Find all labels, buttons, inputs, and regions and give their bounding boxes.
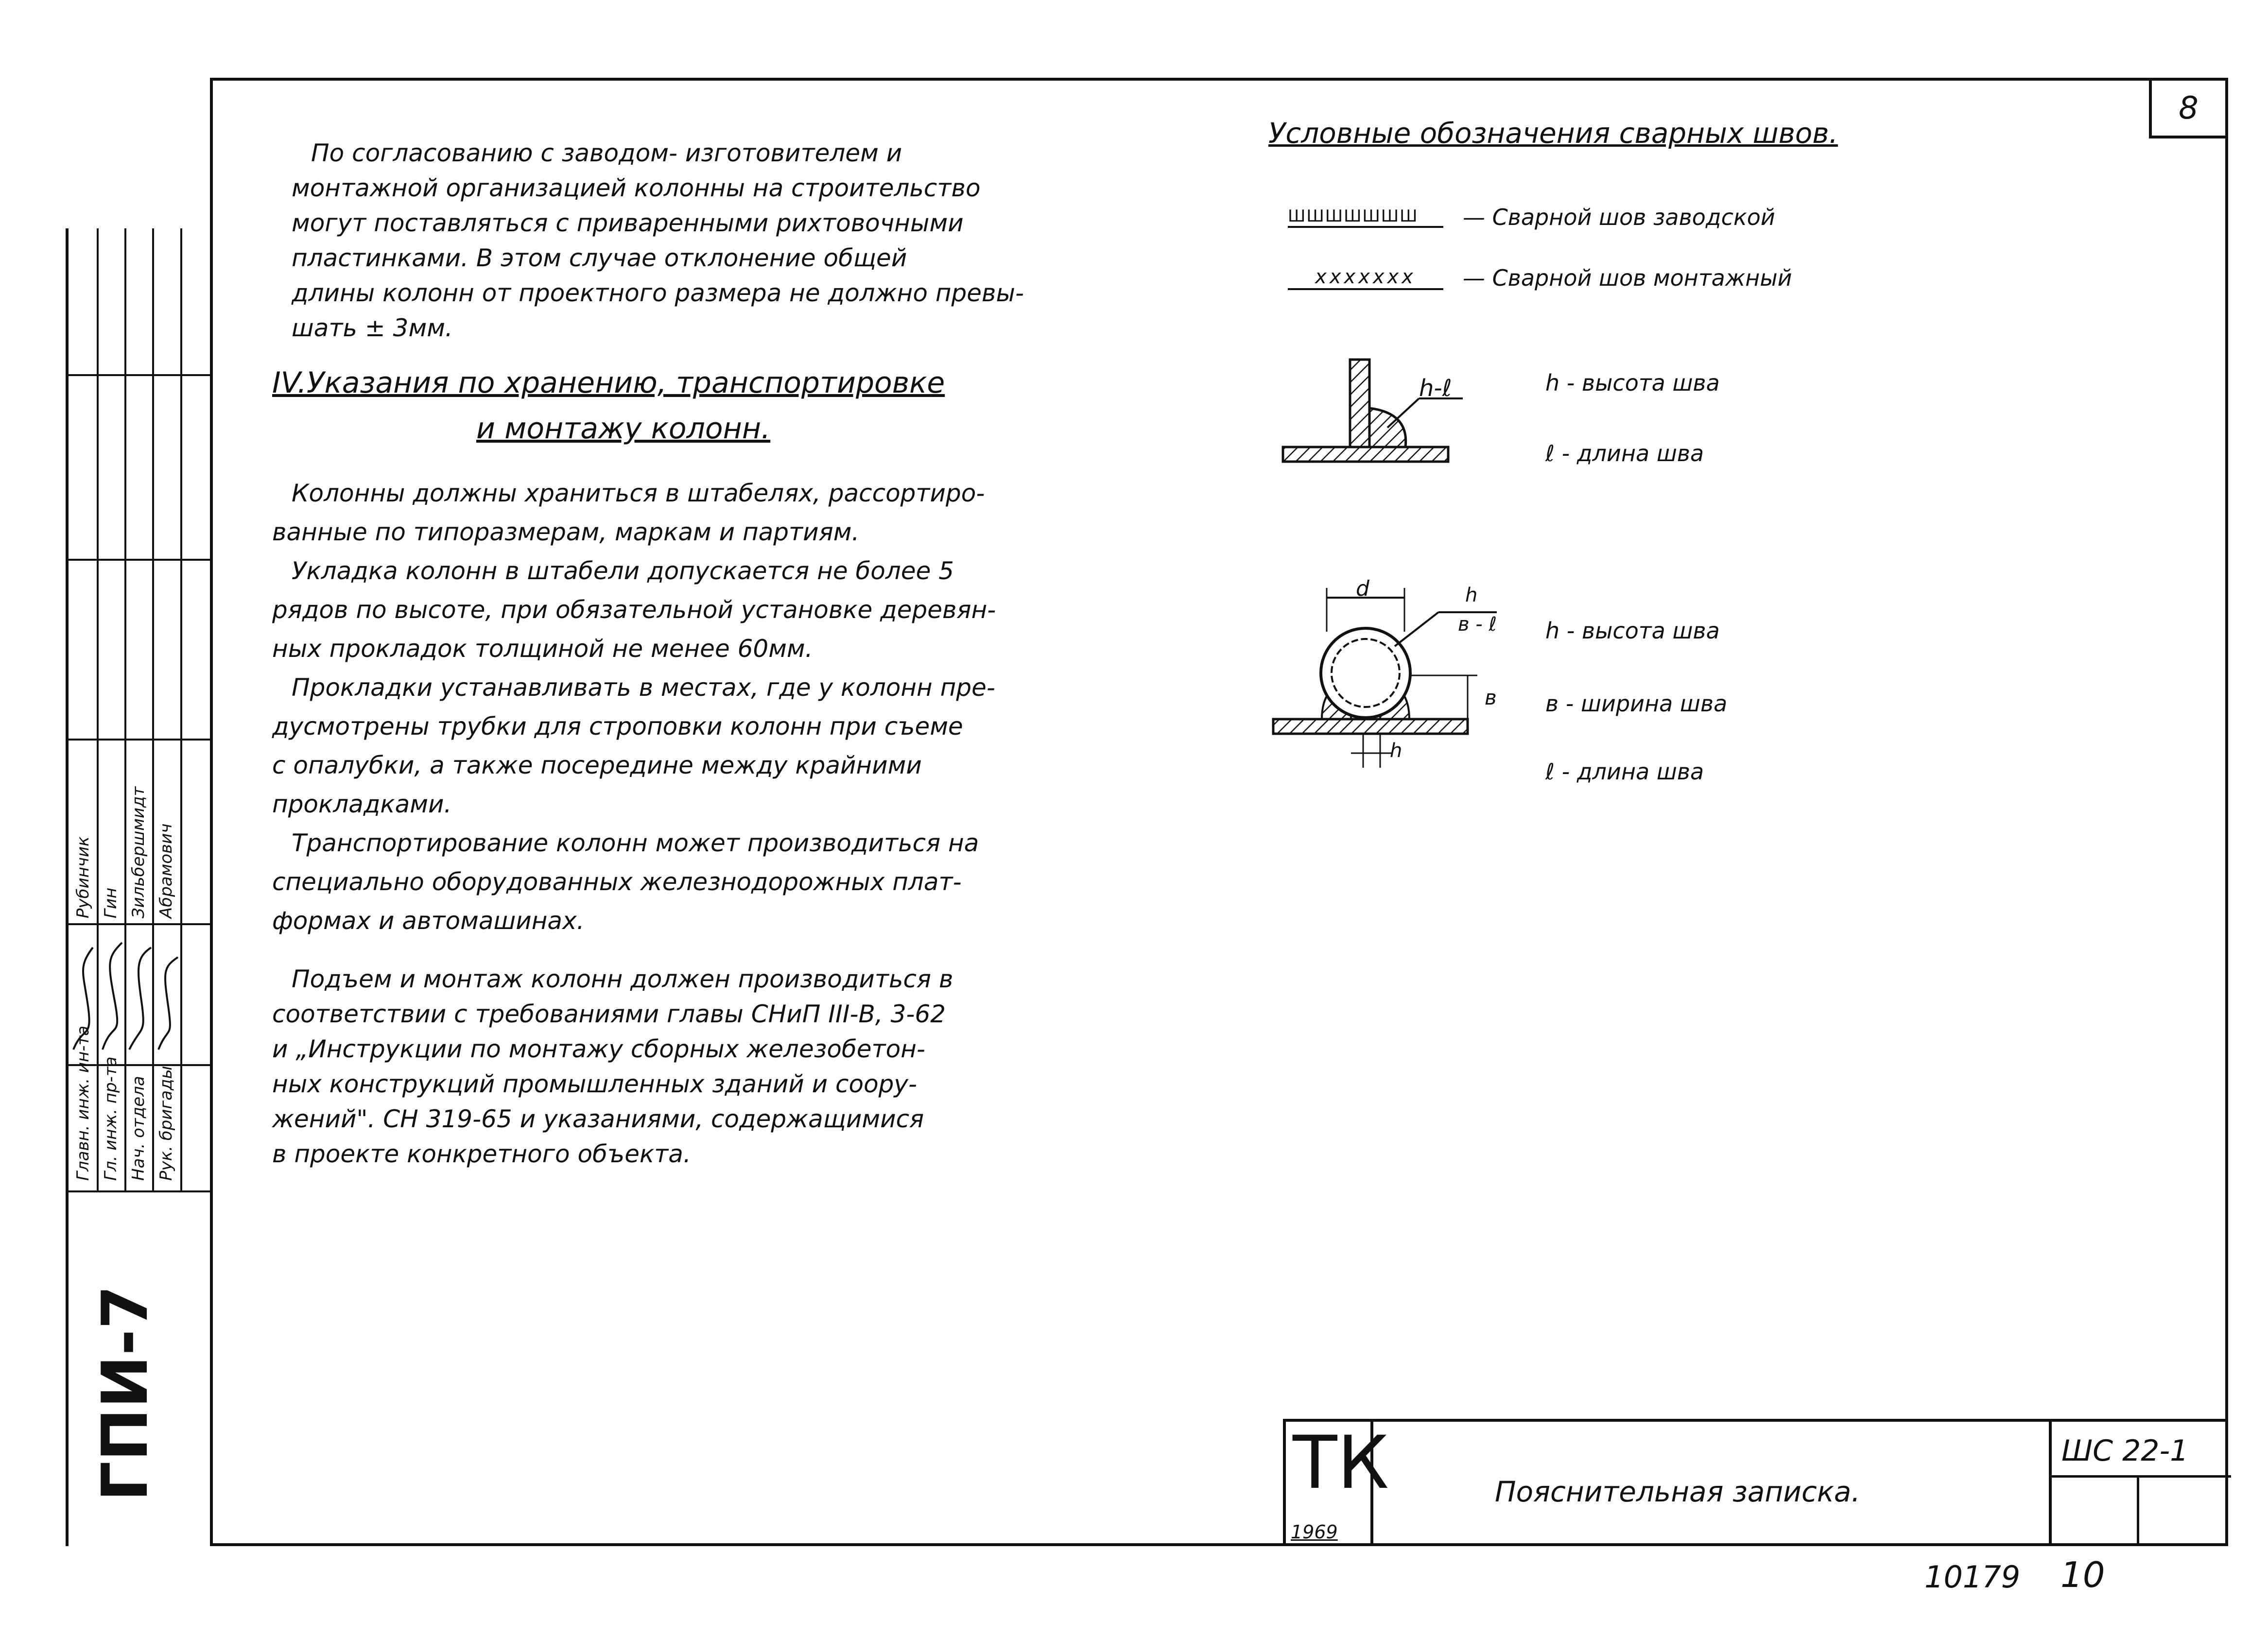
year: 1969 xyxy=(1291,1521,1338,1543)
text-line: ванные по типоразмерам, маркам и партиям. xyxy=(272,518,860,546)
diagram1-tag: h-ℓ xyxy=(1419,375,1452,402)
factory-weld-label: — Сварной шов заводской xyxy=(1463,204,1775,230)
text-line: соответствии с требованиями главы СНиП III-В, 3-62 xyxy=(272,1000,946,1028)
text-line: могут поставляться с приваренными рихтовочными xyxy=(292,209,964,237)
name-zilbershmidt: Зильбершмидт xyxy=(129,786,148,918)
stamp-row-line xyxy=(69,739,210,741)
stamp-row-line xyxy=(69,1190,210,1192)
text-line: Подъем и монтаж колонн должен производиться в xyxy=(292,965,953,993)
stamp-row-line xyxy=(69,923,210,925)
text-line: Транспортирование колонн может производиться на xyxy=(292,829,979,857)
name-abramovich: Абрамович xyxy=(156,823,176,918)
leader-line xyxy=(1387,398,1419,428)
text-line: прокладками. xyxy=(272,790,452,818)
name-rubinchik: Рубинчик xyxy=(73,836,93,918)
diagram2-dim-h: h xyxy=(1390,740,1402,762)
base-plate xyxy=(1273,719,1468,734)
text-line: монтажной организацией колонны на строительство xyxy=(292,174,981,202)
text-line: ных прокладок толщиной не менее 60мм. xyxy=(272,635,813,663)
code-cell-divider xyxy=(2052,1475,2231,1478)
base-plate xyxy=(1283,447,1448,462)
text-line: длины колонн от проектного размера не должно превы- xyxy=(292,279,1024,307)
text-line: рядов по высоте, при обязательной установке деревян- xyxy=(272,596,996,624)
side-stamp xyxy=(66,228,210,1546)
text-line: пластинками. В этом случае отклонение общей xyxy=(292,244,907,272)
diagram2-label-height: h - высота шва xyxy=(1545,618,1720,644)
stamp-row-line xyxy=(69,374,210,376)
legend-row-factory-weld xyxy=(1288,204,1775,230)
leader-line xyxy=(1395,612,1438,646)
page-number: 10 xyxy=(2060,1554,2105,1595)
paragraph-3 xyxy=(272,967,1147,1166)
diagram2-tag-bottom: в - ℓ xyxy=(1458,613,1497,636)
organization-code: ГПИ-7 xyxy=(88,1285,162,1501)
diagram2-label-width: в - ширина шва xyxy=(1545,690,1728,717)
name-gin: Гин xyxy=(101,887,121,918)
text-line: специально оборудованных железнодорожных плат- xyxy=(272,868,962,896)
fillet-weld-diagram xyxy=(1278,355,1472,476)
text-line: и „Инструкции по монтажу сборных железобетон- xyxy=(272,1035,925,1063)
code-cell-vline xyxy=(2137,1475,2139,1546)
diagram1-label-length: ℓ - длина шва xyxy=(1545,440,1704,466)
field-weld-symbol: xxxxxxx xyxy=(1288,266,1443,290)
text-line: По согласованию с заводом- изготовителем и xyxy=(311,139,902,167)
legend-title: Условные обозначения сварных швов. xyxy=(1268,117,1838,150)
section-title-line-1: IV.Указания по хранению, транспортировке xyxy=(272,366,945,400)
role-project-engineer: Гл. инж. пр-та xyxy=(101,1056,121,1181)
title-block xyxy=(1283,1419,2228,1546)
title-block-code-cell xyxy=(2049,1422,2231,1546)
role-chief-engineer: Главн. инж. ин-та xyxy=(73,1025,93,1181)
document-code: ШС 22-1 xyxy=(2061,1434,2189,1468)
vertical-plate xyxy=(1350,360,1369,447)
text-line: ных конструкций промышленных зданий и соору- xyxy=(272,1070,918,1098)
text-line: формах и автомашинах. xyxy=(272,907,585,935)
document-title: Пояснительная записка. xyxy=(1495,1475,1860,1508)
diagram2-dim-d: d xyxy=(1356,576,1369,601)
sheet-number: 8 xyxy=(2179,90,2199,126)
inventory-number: 10179 xyxy=(1924,1559,2021,1595)
diagram2-tag-top: h xyxy=(1465,584,1478,606)
pipe-inner xyxy=(1332,639,1400,707)
stamp-row-line xyxy=(69,559,210,561)
logo-tk: ТК xyxy=(1293,1421,1389,1505)
section-heading xyxy=(272,366,1147,446)
diagram2-label-length: ℓ - длина шва xyxy=(1545,758,1704,785)
notes-column xyxy=(272,141,1147,1166)
factory-weld-symbol: ШШШШШШШ xyxy=(1288,207,1443,228)
paragraph-1 xyxy=(292,141,1147,340)
sheet-number-box xyxy=(2149,78,2228,138)
text-line: в проекте конкретного объекта. xyxy=(272,1140,691,1168)
text-line: с опалубки, а также посередине между крайними xyxy=(272,751,922,779)
signatures xyxy=(69,928,185,1064)
text-line: Колонны должны храниться в штабелях, рассортиро- xyxy=(292,479,985,507)
title-block-logo-cell xyxy=(1286,1421,1389,1546)
role-department-head: Нач. отдела xyxy=(129,1076,148,1181)
role-brigade-lead: Рук. бригады xyxy=(156,1066,176,1181)
text-line: Укладка колонн в штабели допускается не более 5 xyxy=(292,557,954,585)
diagram1-label-height: h - высота шва xyxy=(1545,370,1720,396)
diagram2-dim-b: в xyxy=(1485,686,1497,709)
legend-row-field-weld xyxy=(1288,265,1792,291)
field-weld-label: — Сварной шов монтажный xyxy=(1463,265,1792,291)
text-line: жений". СН 319-65 и указаниями, содержащимися xyxy=(272,1105,924,1133)
section-title-line-2: и монтажу колонн. xyxy=(476,412,771,446)
paragraph-2 xyxy=(272,481,1147,933)
text-line: шать ± 3мм. xyxy=(292,314,453,342)
text-line: дусмотрены трубки для строповки колонн при съеме xyxy=(272,712,963,741)
text-line: Прокладки устанавливать в местах, где у колонн пре- xyxy=(292,673,995,702)
